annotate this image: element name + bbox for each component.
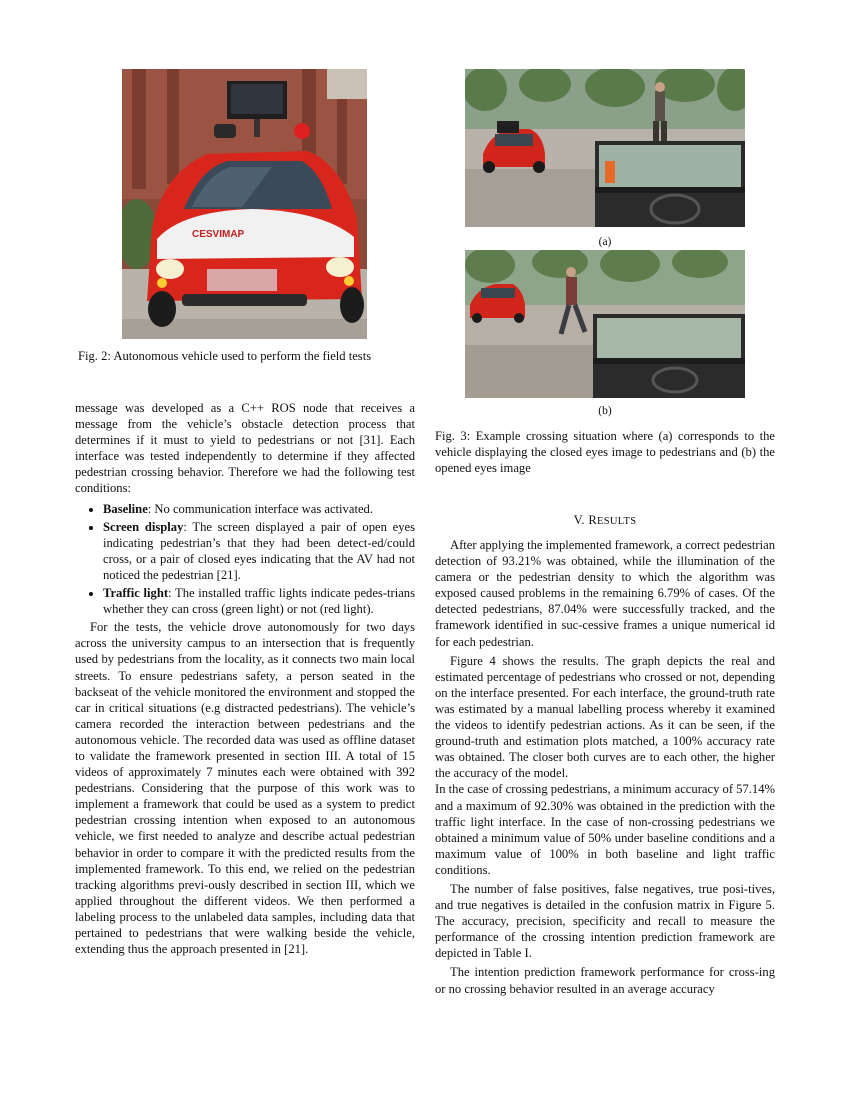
right-column-text	[435, 537, 775, 997]
left-paragraph-1: message was developed as a C++ ROS node that receives a message from the vehicle’s obstacle detection process that determines if it must to yield to pedestrians or not [31]. Each interface was tested independently to determine if they affected pedestrian crossing behavior. Therefore we had the following test conditions:	[75, 401, 415, 496]
test-conditions-list	[75, 501, 415, 618]
fig2-caption: Fig. 2: Autonomous vehicle used to perform the field tests	[78, 349, 372, 363]
fig3a-photo	[465, 69, 745, 227]
left-paragraph-2: For the tests, the vehicle drove autonomously for two days across the university campus to an intersection that is frequently used by pedestrians from the locality, as it connects two main local streets. To ensure pedestrians safety, a person seated in the backseat of the vehicle monitored the environment and stopped the car in critical situations (e.g distracted pedestrians). The vehicle’s camera recorded the interaction between pedestrians and the autonomous vehicle. The recorded data was used as offline dataset to validate the framework presented in section III. A total of 15 videos of approximately 7 minutes each were obtained with 392 pedestrians. Considering that the purpose of this work was to implement a framework that could be used as a system to predict pedestrian crossing intention when exposed to an autonomous vehicle, we first needed to analyze and describe actual pedestrian behavior in order to compare it with the predicted results from the implemented framework. To this end, we relied on the pedestrian tracking algorithms previ-ously described in section III, which we applied throughout the different videos. We then performed a labeling process to the unlabeled data samples, including data that pertained to pedestrians that were walking beside the vehicle, extending thus the approach presented in [21].	[75, 620, 415, 957]
car-logo-text: CESVIMAP	[192, 229, 245, 240]
fig3-caption: Fig. 3: Example crossing situation where (a) corresponds to the vehicle displaying the closed eyes image to pedestrians and (b) the opened eyes image	[435, 429, 775, 475]
fig3a-label: (a)	[598, 236, 612, 248]
fig2-photo	[122, 69, 367, 339]
section-title-results: V. RESULTS	[573, 513, 637, 527]
right-paragraph-2: Figure 4 shows the results. The graph depicts the real and estimated percentage of pedestrians who crossed or not, depending on the interface presented. For each interface, the ground-truth rate was estimated by a manual labelling process whereby it examined the videos to identify pedestrian actions. As it can be seen, if the ground-truth and estimation plots matched, a 100% accuracy rate was obtained. The closer both curves are to each other, the higher the accuracy of the model.	[435, 653, 775, 781]
left-column-text	[75, 400, 415, 957]
right-paragraph-5: The intention prediction framework performance for cross-ing or no crossing behavior resulted in an average accuracy	[435, 965, 775, 996]
condition-screen-display: • Screen display: The screen displayed a pair of open eyes indicating pedestrian’s that they had been detect-ed/could cross, or a pair of closed eyes indicating that the AV had not noticed the pedestrian [21].	[103, 519, 415, 583]
fig3b-label: (b)	[598, 405, 612, 417]
condition-traffic-light: • Traffic light: The installed traffic lights indicate pedes-trians whether they can cross (green light) or not (red light).	[103, 585, 415, 617]
right-paragraph-4: The number of false positives, false negatives, true posi-tives, and true negatives is detailed in the confusion matrix in Figure 5. The accuracy, precision, specificity and recall to measure the performance of the crossing intention prediction framework are depicted in Table I.	[435, 881, 775, 961]
condition-baseline: • Baseline: No communication interface was activated.	[103, 501, 415, 517]
right-paragraph-3: In the case of crossing pedestrians, a minimum accuracy of 57.14% and a maximum of 92.30% was obtained in the prediction with the traffic light interface. In the case of non-crossing pedestrians we obtained a minimum value of 50% under baseline conditions and a maximum value of 100% in both baseline and light traffic conditions.	[435, 782, 775, 877]
fig3b-photo	[465, 250, 745, 398]
right-paragraph-1: After applying the implemented framework, a correct pedestrian detection of 93.21% was obtained, while the illumination of the camera or the pedestrian density to which the algorithm was exposed caused problems in the remaining 6.79% of cases. Of the detected pedestrians, 87.04% were successfully tracked, and the framework identified in suc-cessive frames a unique numerical id for each pedestrian.	[435, 538, 775, 649]
